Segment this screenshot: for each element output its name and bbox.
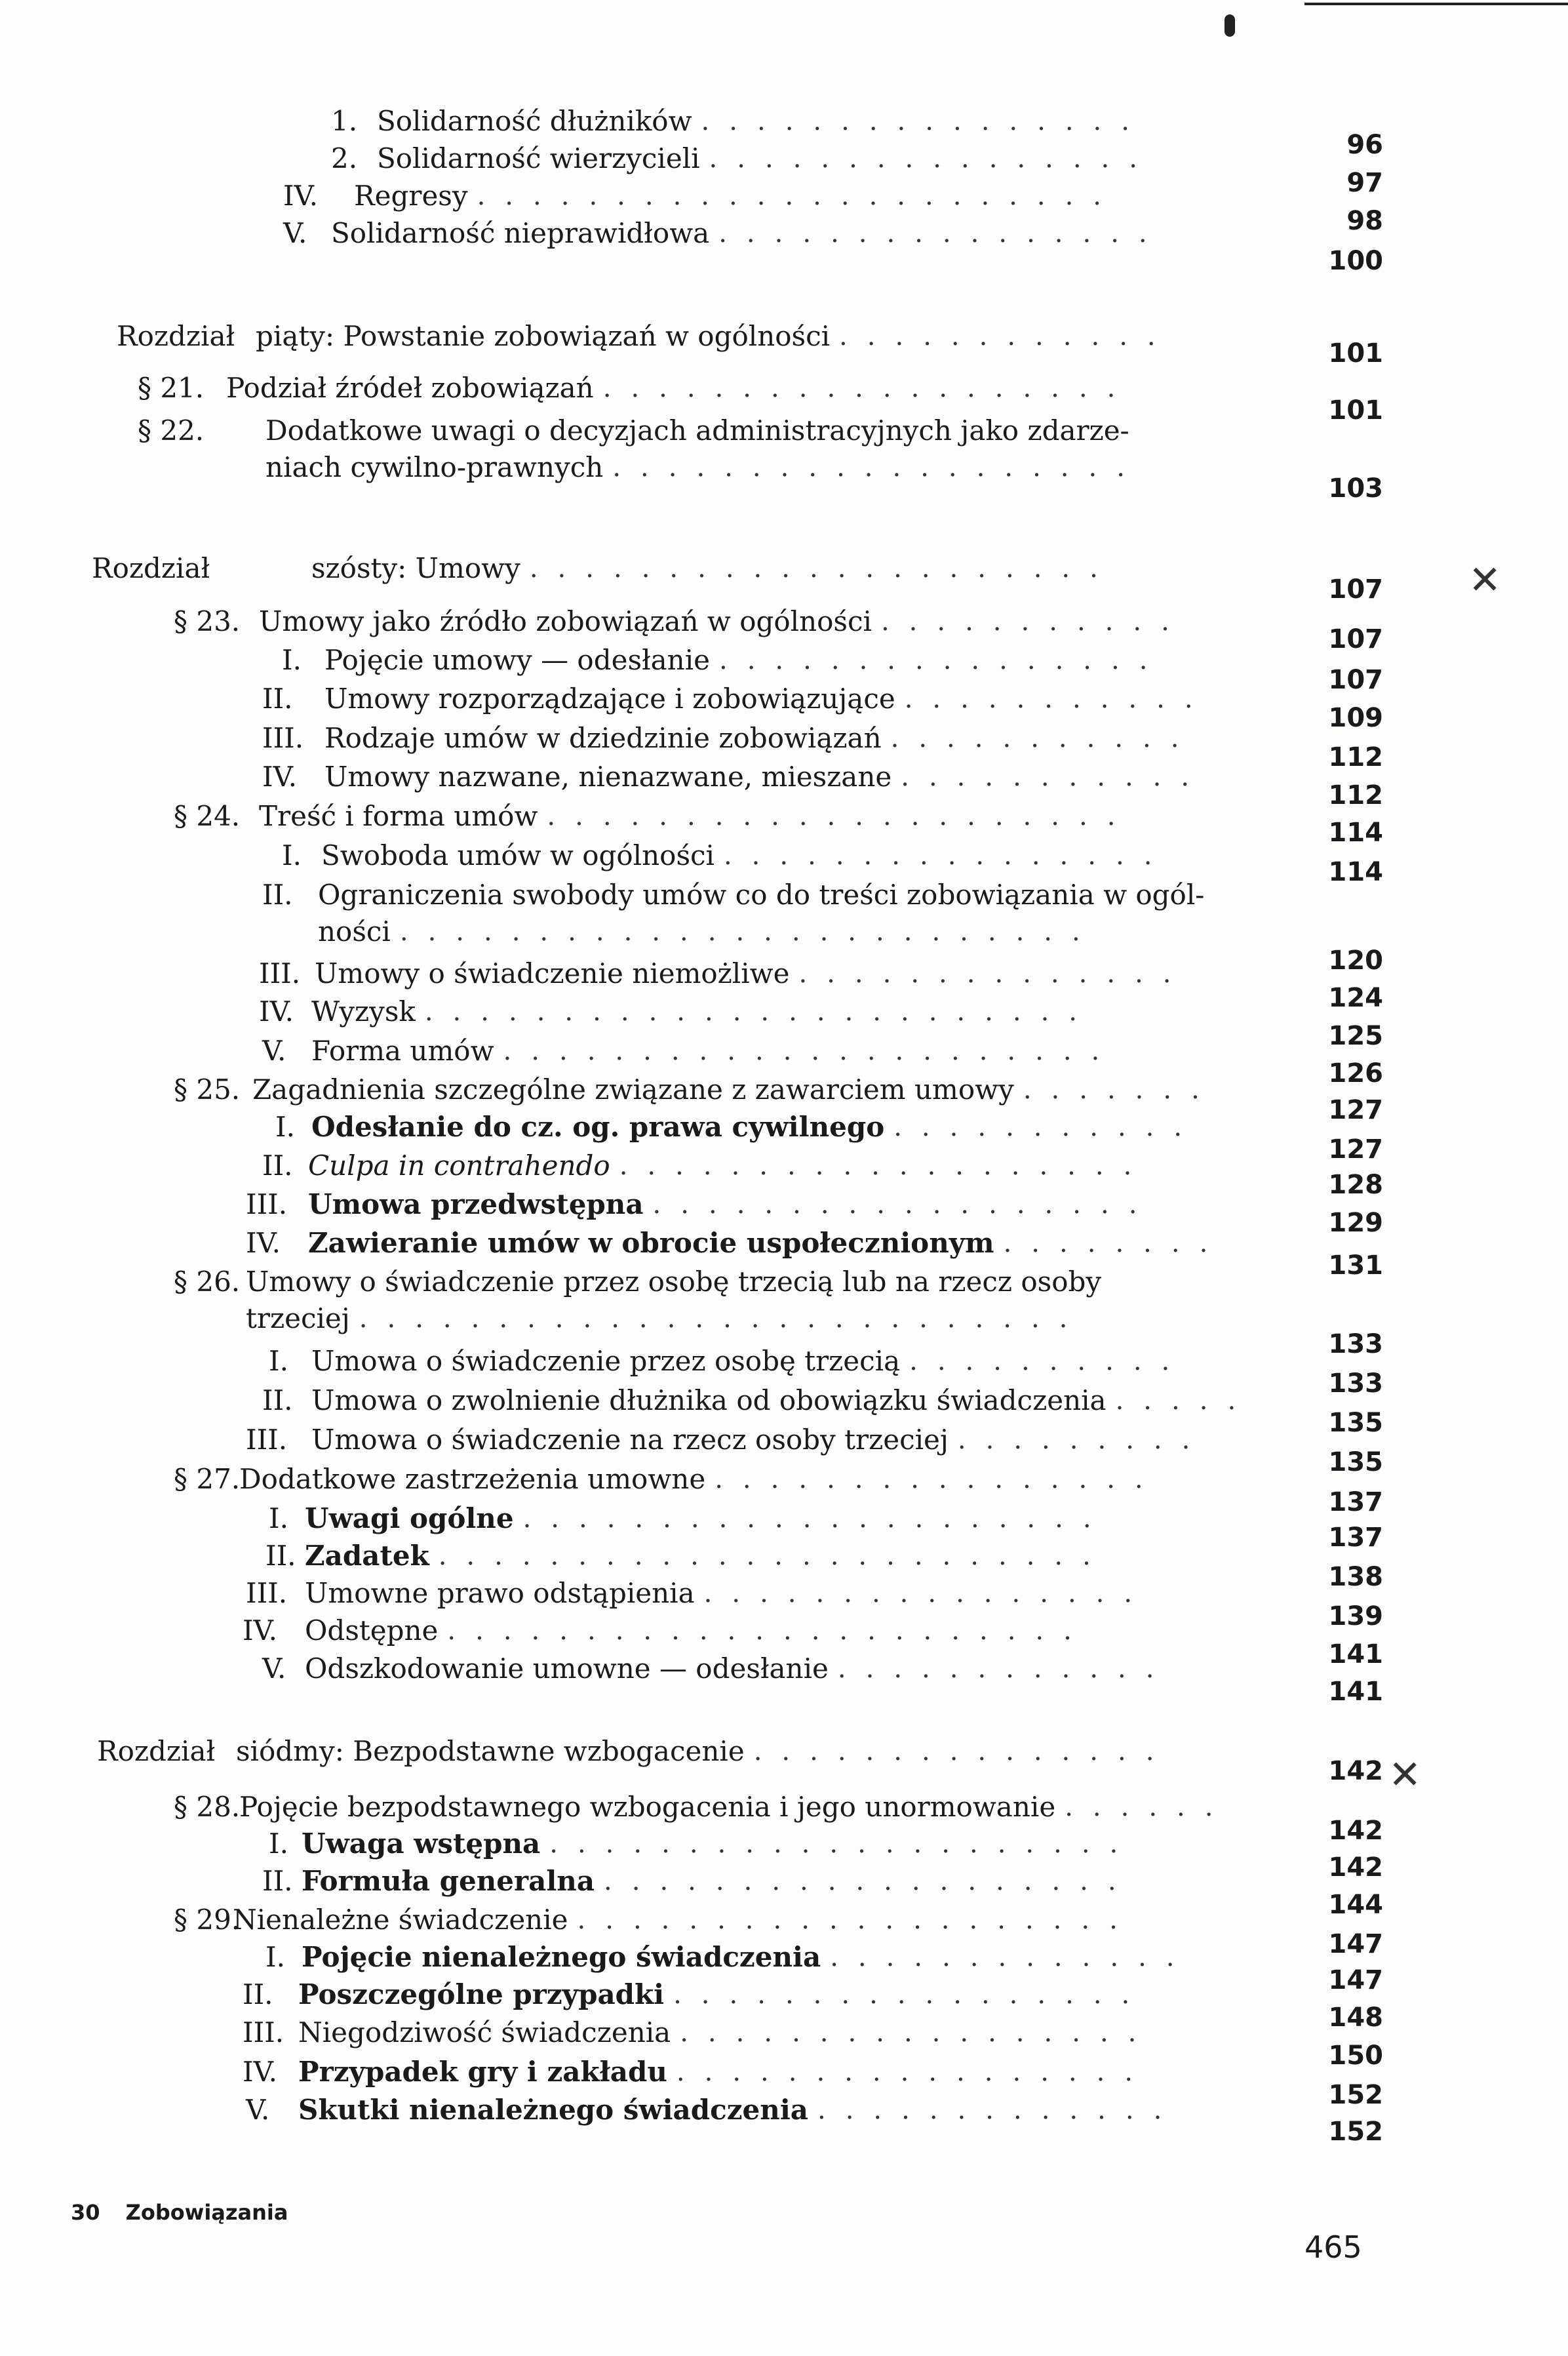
toc-entry <box>262 1652 829 1685</box>
toc-entry-number: V. <box>246 2094 270 2126</box>
toc-entry-label: Zawieranie umów w obrocie uspołecznionym <box>308 1227 994 1259</box>
toc-page-number: 112 <box>1328 742 1383 772</box>
toc-leader-dots: ............ <box>837 1654 1174 1684</box>
toc-page-number: 128 <box>1328 1170 1383 1200</box>
toc-entry <box>246 1227 994 1260</box>
toc-entry <box>174 1791 1056 1824</box>
toc-page-number: 133 <box>1328 1368 1383 1399</box>
toc-leader-dots: .......................... <box>359 1304 1088 1334</box>
toc-entry <box>243 1978 665 2011</box>
toc-page-number: 107 <box>1328 624 1383 654</box>
toc-entry-number: I. <box>275 1111 295 1143</box>
toc-entry-number: § 21. <box>138 372 205 404</box>
toc-entry-number: 2. <box>331 142 358 174</box>
toc-entry-label: Solidarność dłużników <box>377 105 692 137</box>
toc-leader-dots: ................. <box>676 2057 1153 2087</box>
toc-page-number: 142 <box>1328 1816 1383 1846</box>
toc-entry-label: siódmy: Bezpodstawne wzbogacenie <box>236 1735 745 1767</box>
top-edge-line <box>1304 3 1568 5</box>
toc-entry-label: szósty: Umowy <box>311 552 520 584</box>
toc-page-number: 96 <box>1346 130 1383 160</box>
printer-signature <box>71 2200 288 2225</box>
toc-page-number: 126 <box>1328 1058 1383 1088</box>
toc-entry-label: Wyzysk <box>311 995 416 1028</box>
toc-entry <box>265 1941 821 1974</box>
toc-leader-dots: ........................ <box>438 1541 1110 1571</box>
toc-entry <box>174 1073 1014 1106</box>
toc-leader-dots: ................ <box>718 218 1167 249</box>
toc-entry-number: II. <box>262 683 293 715</box>
toc-entry-number: I. <box>269 1502 288 1534</box>
toc-entry-label: Umowne prawo odstąpienia <box>305 1577 695 1609</box>
toc-entry <box>331 142 700 175</box>
toc-entry-number: § 27. <box>174 1463 241 1495</box>
toc-page-number: 139 <box>1328 1601 1383 1631</box>
toc-entry-number: V. <box>283 217 307 249</box>
toc-entry-label: Niegodziwość świadczenia <box>298 2016 671 2048</box>
toc-entry-number: II. <box>262 879 293 911</box>
toc-entry-number: II. <box>262 1865 293 1897</box>
toc-leader-dots: ................. <box>673 1980 1150 2010</box>
toc-entry <box>243 1614 439 1647</box>
signature-title: Zobowiązania <box>125 2200 288 2225</box>
toc-leader-dots: .......... <box>909 1346 1190 1376</box>
toc-page-number: 137 <box>1328 1487 1383 1517</box>
toc-entry-label-continuation: ności <box>318 915 391 948</box>
toc-entry-label: Poszczególne przypadki <box>298 1978 665 2010</box>
toc-entry <box>246 1424 949 1456</box>
toc-entry <box>246 2094 808 2126</box>
toc-entry-label: Odszkodowanie umowne — odesłanie <box>305 1652 829 1685</box>
toc-page-number: 141 <box>1328 1639 1383 1669</box>
toc-leader-dots: ............ <box>839 321 1175 351</box>
toc-page-number: 127 <box>1328 1095 1383 1125</box>
toc-entry-label: Umowy o świadczenie niemożliwe <box>315 957 790 989</box>
toc-entry-label: Umowa przedwstępna <box>308 1188 644 1220</box>
toc-leader-dots: ........................ <box>424 997 1097 1027</box>
toc-entry <box>269 1827 541 1860</box>
toc-page-number: 137 <box>1328 1523 1383 1553</box>
toc-entry-number: § 29. <box>174 1904 241 1936</box>
toc-entry-label: Pojęcie bezpodstawnego wzbogacenia i jego unormowanie <box>239 1791 1056 1823</box>
toc-entry-label: Pojęcie nienależnego świadczenia <box>302 1941 821 1973</box>
pencil-mark-1: ✕ <box>1468 557 1502 603</box>
toc-entry <box>174 800 538 833</box>
toc-entry-number: 1. <box>331 105 358 137</box>
toc-entry <box>331 105 692 138</box>
toc-leader-dots: ....................... <box>447 1616 1091 1646</box>
toc-entry-number: Rozdział <box>97 1735 216 1767</box>
toc-entry-number: § 22. <box>138 414 205 447</box>
toc-entry <box>138 414 1129 483</box>
toc-page-number: 100 <box>1328 246 1383 276</box>
toc-leader-dots: ...................... <box>503 1036 1120 1066</box>
toc-page-number: 133 <box>1328 1329 1383 1359</box>
toc-leader-dots: ..................... <box>549 1829 1138 1859</box>
toc-leader-dots: ......................... <box>399 917 1100 947</box>
toc-entry-number: I. <box>269 1345 288 1377</box>
toc-page-number: 148 <box>1328 2003 1383 2033</box>
toc-entry <box>174 605 872 638</box>
toc-entry-number: IV. <box>243 2056 277 2088</box>
toc-entry-number: I. <box>282 839 302 871</box>
toc-entry-number: II. <box>262 1384 293 1416</box>
toc-entry <box>262 683 895 715</box>
toc-entry-number: V. <box>262 1652 286 1685</box>
toc-leader-dots: ................ <box>715 1464 1163 1494</box>
toc-leader-dots: ................ <box>709 144 1157 174</box>
toc-entry <box>259 957 790 990</box>
toc-entry-label: Uwagi ogólne <box>305 1502 514 1534</box>
toc-entry-label: Umowy jako źródło zobowiązań w ogólności <box>259 605 872 637</box>
toc-entry-label: Dodatkowe uwagi o decyzjach administracyjnych jako zdarze- <box>265 414 1129 447</box>
toc-page-number: 112 <box>1328 780 1383 810</box>
toc-entry-label: piąty: Powstanie zobowiązań w ogólności <box>256 320 831 352</box>
toc-entry-number: § 25. <box>174 1073 241 1106</box>
toc-leader-dots: ................... <box>602 373 1135 403</box>
toc-entry <box>174 1463 706 1496</box>
toc-entry <box>262 1035 494 1068</box>
toc-entry-number: Rozdział <box>117 320 235 352</box>
toc-leader-dots: ....... <box>1023 1075 1219 1105</box>
toc-page-number: 131 <box>1328 1250 1383 1281</box>
toc-entry-label: Zadatek <box>305 1540 429 1572</box>
toc-entry-number: III. <box>246 1577 288 1609</box>
toc-entry-label: Culpa in contrahendo <box>308 1149 610 1182</box>
toc-entry-number: IV. <box>283 180 318 212</box>
toc-page-number: 147 <box>1328 1965 1383 1995</box>
toc-entry-label: Umowy o świadczenie przez osobę trzecią lub na rzecz osoby <box>246 1266 1102 1298</box>
toc-page-number: 144 <box>1328 1890 1383 1920</box>
toc-leader-dots: ..................... <box>529 553 1118 584</box>
toc-page-number: 147 <box>1328 1929 1383 1959</box>
toc-entry-number: II. <box>243 1978 273 2010</box>
toc-entry-label: Skutki nienależnego świadczenia <box>298 2094 808 2126</box>
toc-entry-number: § 28. <box>174 1791 241 1823</box>
toc-page-number: 152 <box>1328 2080 1383 2110</box>
toc-page-number: 109 <box>1328 703 1383 733</box>
toc-entry-label: Odstępne <box>305 1614 439 1647</box>
toc-leader-dots: ............. <box>817 2095 1182 2125</box>
toc-entry <box>262 761 892 793</box>
toc-entry <box>275 1111 885 1144</box>
toc-entry <box>246 1577 695 1610</box>
toc-leader-dots: ................... <box>619 1151 1152 1181</box>
toc-entry-number: § 23. <box>174 605 241 637</box>
toc-entry-number: II. <box>265 1540 296 1572</box>
toc-entry-label: Umowa o świadczenie na rzecz osoby trzeciej <box>311 1424 949 1456</box>
toc-entry <box>269 1502 514 1535</box>
toc-entry-label: Solidarność nieprawidłowa <box>331 217 710 249</box>
toc-entry-label: Dodatkowe zastrzeżenia umowne <box>239 1463 706 1495</box>
toc-page-number: 142 <box>1328 1756 1383 1786</box>
toc-leader-dots: ................ <box>723 841 1172 871</box>
toc-entry <box>174 1904 568 1936</box>
toc-entry-number: § 26. <box>174 1266 241 1298</box>
toc-entry-label: Umowa o zwolnienie dłużnika od obowiązku świadczenia <box>311 1384 1107 1416</box>
toc-entry <box>283 217 710 250</box>
toc-entry <box>243 2056 667 2088</box>
toc-page-number: 135 <box>1328 1447 1383 1477</box>
toc-entry-number: III. <box>259 957 301 989</box>
toc-entry-number: III. <box>262 722 304 754</box>
page-number: 465 <box>1304 2229 1362 2265</box>
toc-page-number: 101 <box>1328 338 1383 369</box>
toc-entry <box>262 879 1205 948</box>
toc-entry-number: III. <box>246 1188 288 1220</box>
toc-entry-label: Formuła generalna <box>302 1865 595 1897</box>
toc-entry-number: II. <box>262 1149 293 1182</box>
toc-entry <box>282 839 715 872</box>
toc-entry-label: Ograniczenia swobody umów co do treści zobowiązania w ogól- <box>318 879 1205 911</box>
toc-entry <box>174 1266 1102 1334</box>
toc-leader-dots: ........... <box>890 723 1199 753</box>
toc-leader-dots: ............. <box>830 1942 1194 1972</box>
toc-entry <box>262 1384 1107 1417</box>
toc-entry <box>243 2016 671 2049</box>
toc-leader-dots: ................. <box>680 2018 1156 2048</box>
toc-leader-dots: ........... <box>904 684 1213 714</box>
toc-leader-dots: .................... <box>577 1905 1137 1935</box>
toc-entry-label: Solidarność wierzycieli <box>377 142 700 174</box>
toc-page-number: 127 <box>1328 1134 1383 1165</box>
toc-page-number: 129 <box>1328 1208 1383 1238</box>
toc-leader-dots: ........ <box>1003 1228 1228 1258</box>
toc-entry-label: Zagadnienia szczególne związane z zawarciem umowy <box>252 1073 1014 1106</box>
toc-page-number: 101 <box>1328 395 1383 426</box>
toc-entry-number: III. <box>246 1424 288 1456</box>
toc-leader-dots: ........... <box>880 607 1189 637</box>
toc-leader-dots: ........... <box>901 762 1209 792</box>
toc-entry-number: III. <box>243 2016 284 2048</box>
toc-entry-number: IV. <box>246 1227 281 1259</box>
toc-entry-label: Umowy rozporządzające i zobowiązujące <box>324 683 895 715</box>
toc-page-number: 114 <box>1328 818 1383 848</box>
toc-leader-dots: ....................... <box>477 181 1122 211</box>
toc-entry <box>265 1540 429 1572</box>
toc-page-number: 107 <box>1328 665 1383 695</box>
toc-entry-label: Rodzaje umów w dziedzinie zobowiązań <box>324 722 882 754</box>
toc-entry-number: I. <box>265 1941 285 1973</box>
toc-page-number: 114 <box>1328 857 1383 887</box>
toc-leader-dots: ..................... <box>547 801 1135 831</box>
toc-chapter-heading <box>117 320 831 353</box>
toc-entry-number: V. <box>262 1035 286 1067</box>
toc-entry-label: Uwaga wstępna <box>302 1827 541 1860</box>
toc-leader-dots: ................... <box>604 1866 1136 1896</box>
toc-entry-number: IV. <box>243 1614 277 1647</box>
toc-entry-label: Przypadek gry i zakładu <box>298 2056 667 2088</box>
toc-entry-label: Swoboda umów w ogólności <box>321 839 715 871</box>
toc-entry-label: Podział źródeł zobowiązań <box>226 372 594 404</box>
toc-page-number: 124 <box>1328 983 1383 1013</box>
toc-page-number: 120 <box>1328 946 1383 976</box>
toc-entry-number: IV. <box>259 995 294 1028</box>
toc-entry-label: Forma umów <box>311 1035 494 1067</box>
toc-leader-dots: ................... <box>612 452 1145 483</box>
toc-entry-label: Regresy <box>354 180 468 212</box>
toc-entry-label: Pojęcie umowy — odesłanie <box>324 644 710 676</box>
toc-leader-dots: .............. <box>798 959 1191 989</box>
toc-page-number: 150 <box>1328 2041 1383 2071</box>
toc-leader-dots: ..................... <box>522 1504 1111 1534</box>
toc-leader-dots: ................ <box>701 106 1149 136</box>
toc-entry-label: Umowy nazwane, nienazwane, mieszane <box>324 761 892 793</box>
toc-page-number: 142 <box>1328 1852 1383 1883</box>
toc-entry <box>262 1149 610 1182</box>
toc-page-number: 103 <box>1328 473 1383 504</box>
toc-entry <box>262 1865 595 1898</box>
toc-entry-number: IV. <box>262 761 297 793</box>
toc-entry-label: Odesłanie do cz. og. prawa cywilnego <box>311 1111 885 1143</box>
toc-entry-label: Nienależne świadczenie <box>233 1904 568 1936</box>
toc-entry <box>259 995 416 1028</box>
toc-leader-dots: ...... <box>1065 1792 1233 1822</box>
toc-leader-dots: .................. <box>652 1189 1157 1220</box>
toc-page-number: 98 <box>1346 206 1383 236</box>
toc-leader-dots: ................ <box>719 645 1167 675</box>
toc-entry-label-continuation: trzeciej <box>246 1302 350 1334</box>
toc-entry <box>282 644 710 677</box>
toc-leader-dots: ........... <box>893 1112 1202 1142</box>
pencil-mark-2: ✕ <box>1388 1752 1422 1798</box>
toc-page-number: 141 <box>1328 1677 1383 1707</box>
toc-page-number: 138 <box>1328 1562 1383 1592</box>
toc-page-number: 152 <box>1328 2117 1383 2147</box>
toc-page-number: 107 <box>1328 574 1383 605</box>
toc-entry-number: I. <box>282 644 302 676</box>
toc-entry-number: I. <box>269 1827 288 1860</box>
toc-entry <box>283 180 468 212</box>
toc-entry <box>269 1345 901 1378</box>
toc-entry <box>246 1188 644 1221</box>
toc-page-number: 135 <box>1328 1408 1383 1438</box>
toc-chapter-heading <box>97 1735 745 1768</box>
toc-leader-dots: ..... <box>1115 1386 1256 1416</box>
toc-chapter-heading <box>92 552 520 585</box>
toc-entry <box>262 722 882 755</box>
toc-leader-dots: ................ <box>703 1578 1152 1608</box>
toc-entry-label: Umowa o świadczenie przez osobę trzecią <box>311 1345 901 1377</box>
toc-entry-label-continuation: niach cywilno-prawnych <box>265 451 604 483</box>
toc-leader-dots: ......... <box>957 1425 1210 1455</box>
toc-entry-label: Treść i forma umów <box>259 800 538 832</box>
signature-number: 30 <box>71 2200 100 2225</box>
toc-entry-number: Rozdział <box>92 552 210 584</box>
toc-entry-number: § 24. <box>174 800 241 832</box>
toc-entry <box>138 372 594 405</box>
toc-leader-dots: ............... <box>753 1736 1174 1767</box>
corner-ink-mark <box>1225 14 1235 37</box>
toc-page-number: 125 <box>1328 1021 1383 1051</box>
toc-page-number: 97 <box>1346 168 1383 198</box>
